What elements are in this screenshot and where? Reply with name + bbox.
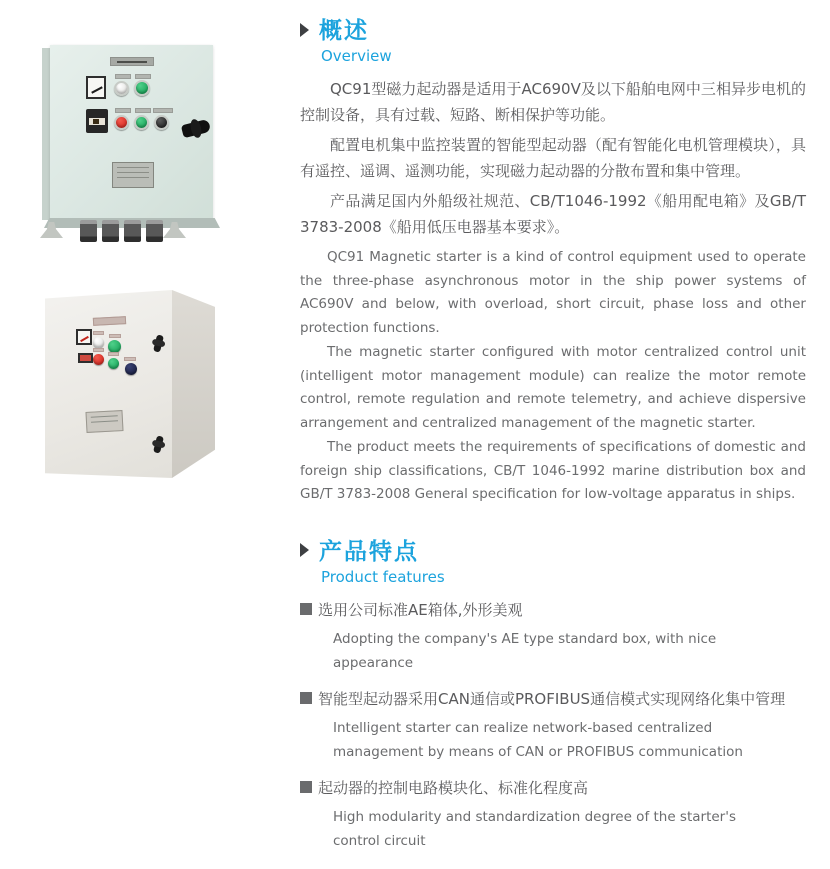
button-label — [115, 108, 131, 113]
feature-text-en: High modularity and standardization degree of the starter's control circuit — [333, 808, 736, 849]
button-label — [115, 74, 131, 79]
cabinet-title-label — [93, 316, 126, 326]
button-label — [108, 352, 119, 356]
features-section — [300, 533, 806, 853]
feature-item — [300, 777, 806, 798]
cable-gland — [124, 220, 141, 242]
nameplate — [85, 410, 123, 433]
feature-item — [300, 688, 806, 709]
paragraph-zh: QC91型磁力起动器是适用于AC690V及以下船舶电网中三相异步电机的控制设备，具有过载、短路、断相保护等功能。 — [300, 80, 806, 124]
feature-text-zh: 智能型起动器采用CAN通信或PROFIBUS通信模式实现网络化集中管理 — [318, 689, 786, 708]
meter-needle — [91, 86, 103, 93]
cable-gland — [146, 220, 163, 242]
cabinet-title-label — [110, 57, 154, 66]
indicator-button-white — [93, 337, 104, 348]
content-column — [300, 12, 806, 853]
button-label — [93, 331, 104, 335]
ammeter — [76, 329, 92, 345]
button-label — [135, 108, 151, 113]
features-title-zh: 产品特点 — [319, 538, 419, 565]
button-label — [124, 357, 136, 361]
push-button-red — [114, 115, 129, 130]
push-button-red — [93, 354, 104, 365]
push-button-green — [134, 115, 149, 130]
bullet-square-icon — [300, 781, 312, 793]
bullet-square-icon — [300, 603, 312, 615]
features-list — [300, 599, 806, 853]
breaker-toggle — [93, 119, 99, 124]
push-button-green — [108, 358, 119, 369]
paragraph-zh: 产品满足国内外船级社规范、CB/T1046-1992《船用配电箱》及GB/T 3783-2008《船用低压电器基本要求》。 — [300, 192, 806, 236]
overview-title-zh: 概述 — [319, 18, 369, 44]
section-marker-icon — [300, 23, 309, 37]
cable-gland — [102, 220, 119, 242]
indicator-button-white — [114, 81, 129, 96]
ammeter — [86, 76, 106, 99]
push-button-dark — [125, 363, 137, 375]
feature-text-en: Adopting the company's AE type standard box, with nice appearance — [333, 630, 717, 671]
paragraph-zh: 配置电机集中监控装置的智能型起动器（配有智能化电机管理模块），具有遥控、遥调、遥测功能，实现磁力起动器的分散布置和集中管理。 — [300, 136, 806, 180]
product-photo-angle-view — [28, 283, 263, 488]
nameplate — [112, 162, 154, 188]
overview-title-en: Overview — [321, 47, 392, 65]
bullet-square-icon — [300, 692, 312, 704]
paragraph-en: QC91 Magnetic starter is a kind of control equipment used to operate the three-phase asynchronous motor in the ship power systems of AC690V and below, with overload, short circuit, phase loss and other protection functions. — [300, 249, 806, 336]
feature-item — [300, 599, 806, 620]
overview-section-header — [300, 12, 806, 45]
cabinet-side-face — [172, 290, 215, 478]
feature-text-en: Intelligent starter can realize network-based centralized management by means of CAN or PROFIBUS communication — [333, 719, 743, 760]
red-display-label — [78, 353, 93, 363]
push-button-black — [154, 115, 169, 130]
section-marker-icon — [300, 543, 309, 557]
button-label — [93, 348, 104, 352]
overview-english-paragraphs — [300, 246, 806, 507]
cable-gland — [80, 220, 97, 242]
feature-text-zh: 选用公司标准AE箱体,外形美观 — [318, 600, 523, 619]
button-label — [109, 334, 121, 338]
meter-needle — [80, 336, 89, 342]
circuit-breaker — [86, 109, 108, 133]
indicator-button-green — [134, 80, 150, 96]
paragraph-en: The product meets the requirements of specifications of domestic and foreign ship classifications, CB/T 1046-1992 marine distribution box and GB/T 3783-2008 General specification for low-voltage apparatus in ships. — [300, 439, 806, 502]
paragraph-en: The magnetic starter configured with motor centralized control unit (intelligent motor management module) can realize the motor remote control, remote regulation and remote telemetry, and achieve dispersive arrangement and centralized management of the magnetic starter. — [300, 344, 806, 431]
features-title-en: Product features — [321, 567, 445, 586]
product-photo-front-view — [30, 38, 275, 250]
overview-chinese-paragraphs — [300, 76, 806, 240]
features-section-header — [300, 533, 806, 566]
button-label — [135, 74, 151, 79]
feature-text-zh: 起动器的控制电路模块化、标准化程度高 — [318, 778, 589, 797]
button-label — [153, 108, 173, 113]
